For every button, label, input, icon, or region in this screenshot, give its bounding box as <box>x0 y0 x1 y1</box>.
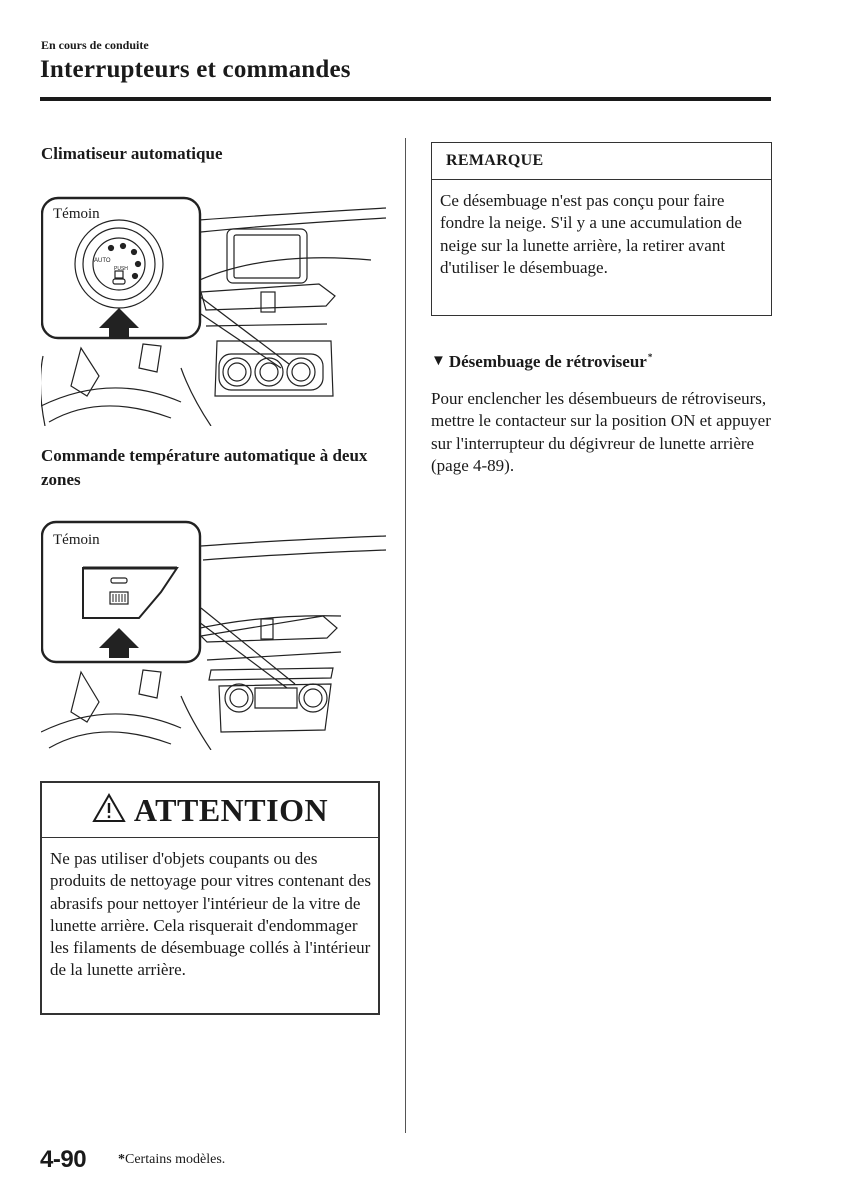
section-label: En cours de conduite <box>41 38 149 52</box>
footnote <box>118 1152 225 1168</box>
dual-zone-illustration <box>41 520 386 755</box>
attention-header <box>42 783 378 838</box>
indicator-callout-label: Témoin <box>53 532 100 548</box>
title-rule <box>40 97 771 101</box>
mirror-defogger-heading <box>431 352 652 372</box>
column-divider <box>405 138 406 1133</box>
page-title: Interrupteurs et commandes <box>40 56 351 83</box>
remark-box <box>431 142 772 316</box>
remark-title: REMARQUE <box>432 143 771 180</box>
mirror-defogger-text: Pour enclencher les désembueurs de rétroviseurs, mettre le contacteur sur la position ON et appuyer sur l'interrupteur du dégivreur de lunette arrière (page 4-89). <box>431 389 771 475</box>
page-number: 4-90 <box>40 1146 87 1173</box>
footnote-mark: * <box>118 1152 125 1167</box>
dial-push-label: PUSH <box>114 266 128 272</box>
attention-title: ATTENTION <box>133 791 329 828</box>
dual-zone-heading: Commande température automatique à deux zones <box>41 446 368 489</box>
attention-box <box>40 781 380 1015</box>
mirror-heading-text: Désembuage de rétroviseur <box>448 352 647 371</box>
triangle-down-icon: ▼ <box>431 353 446 369</box>
footnote-text: Certains modèles. <box>125 1152 226 1167</box>
remark-text: Ce désembuage n'est pas conçu pour faire fondre la neige. S'il y a une accumulation de neige sur la lunette arrière, la retirer avant d'utiliser le désembuage. <box>440 191 742 277</box>
dial-auto-label: AUTO <box>94 258 111 264</box>
attention-text: Ne pas utiliser d'objets coupants ou des produits de nettoyage pour vitres contenant des abrasifs pour nettoyer l'intérieur de la vitre de lunette arrière. Cela risquerait d'endommager les filaments de désembuage collés à l'intérieur de la lunette arrière. <box>50 849 372 980</box>
model-footnote-mark: * <box>647 352 653 362</box>
indicator-callout-label: Témoin <box>53 206 100 222</box>
warning-triangle-icon <box>92 793 126 828</box>
auto-ac-illustration <box>41 196 386 431</box>
auto-ac-heading: Climatiseur automatique <box>41 144 223 163</box>
